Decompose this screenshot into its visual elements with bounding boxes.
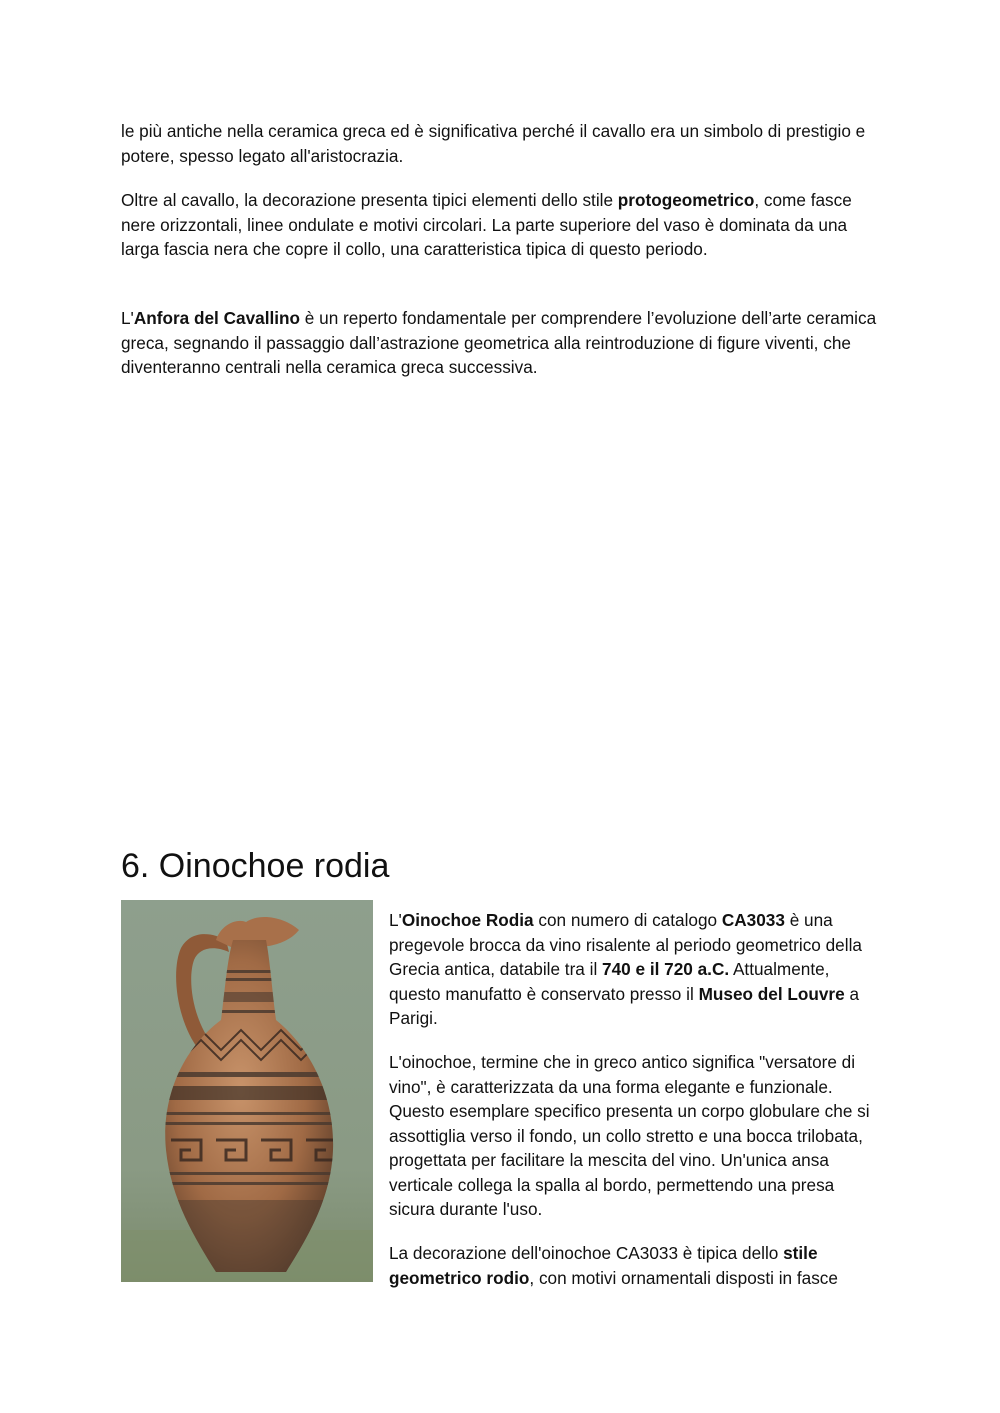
oinochoe-photo [121,900,373,1282]
section-heading: 6. Oinochoe rodia [121,847,390,885]
paragraph-oinochoe-decoration: La decorazione dell'oinochoe CA3033 è tipica dello stile geometrico rodio, con motivi ornamentali disposti in fasce [389,1243,838,1288]
oinochoe-vase-icon [121,900,373,1282]
paragraph-anfora-cavallino: L'Anfora del Cavallino è un reperto fondamentale per comprendere l’evoluzione dell’arte ceramica greca, segnando il passaggio dall’astrazione geometrica alla reintroduzione di figure viventi, che diventeranno centrali nella ceramica greca successiva. [121,308,877,377]
paragraph-oinochoe-intro: L'Oinochoe Rodia con numero di catalogo CA3033 è una pregevole brocca da vino risalente al periodo geometrico della Grecia antica, databile tra il 740 e il 720 a.C. Attualmente, questo manufatto è conservato presso il Museo del Louvre a Parigi. [389,910,862,1028]
paragraph-protogeometric-decoration: Oltre al cavallo, la decorazione presenta tipici elementi dello stile protogeometrico, come fasce nere orizzontali, linee ondulate e motivi circolari. La parte superiore del vaso è dominata da una larga fascia nera che copre il collo, una caratteristica tipica di questo periodo. [121,190,852,259]
paragraph-oinochoe-shape: L'oinochoe, termine che in greco antico significa "versatore di vino", è caratterizzata da una forma elegante e funzionale. Questo esemplare specifico presenta un corpo globulare che si assottiglia verso il fondo, un collo stretto e una bocca trilobata, progettata per facilitare la mescita del vino. Un'unica ansa verticale collega la spalla al bordo, permettendo una presa sicura durante l'uso. [389,1052,870,1219]
paragraph-horse-symbol: le più antiche nella ceramica greca ed è significativa perché il cavallo era un simbolo di prestigio e potere, spesso legato all'aristocrazia. [121,121,866,166]
